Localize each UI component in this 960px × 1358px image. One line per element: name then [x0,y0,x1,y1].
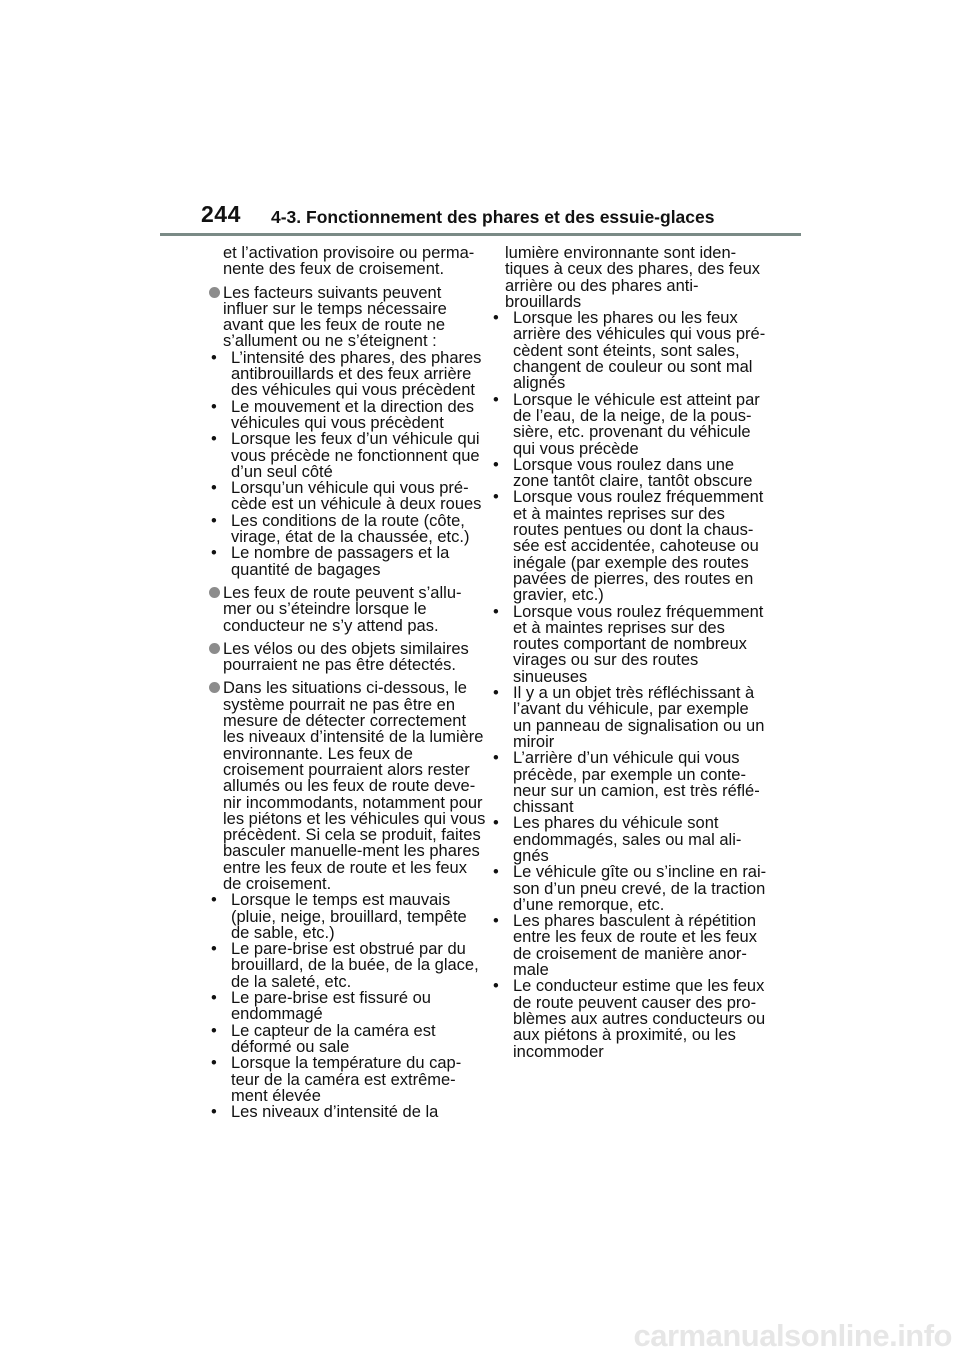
bullet-item [209,641,489,674]
sub-item-text: Le véhicule gîte ou s’incline en rai-son d’un pneu crevé, de la traction d’une remorque, etc. [513,863,767,914]
circle-bullet-icon [209,587,220,598]
sub-item [491,978,771,1059]
sub-item [209,941,489,990]
sub-item [209,545,489,578]
sub-item-text: Lorsque la température du cap-teur de la caméra est extrême-ment élevée [231,1054,462,1105]
bullet-marker: • [211,479,217,498]
sub-item-text: Les niveaux d’intensité de la [231,1103,439,1122]
bullet-marker: • [493,912,499,931]
bullet-text: Les feux de route peuvent s’allu-mer ou s’éteindre lorsque le conducteur ne s’y attend pas. [223,583,462,635]
sub-item [491,685,771,750]
sub-item-text: Le capteur de la caméra est déformé ou sale [231,1021,436,1056]
sub-item [491,489,771,603]
bullet-item [209,680,489,1120]
sub-item [209,1104,489,1120]
bullet-marker: • [493,863,499,882]
right-column [491,245,771,1060]
bullet-marker: • [493,455,499,474]
bullet-marker: • [493,390,499,409]
left-column [209,245,489,1127]
sub-item-text: Le pare-brise est obstrué par du brouillard, de la buée, de la glace, de la saleté, etc. [231,940,479,991]
sub-item-text: Les phares du véhicule sont endommagés, sales ou mal ali-gnés [513,814,742,865]
bullet-text: Les facteurs suivants peuvent influer sur le temps nécessaire avant que les feux de route ne s’allument ou ne s’éteignent : [223,283,447,351]
sub-item-text: L’intensité des phares, des phares antibrouillards et des feux arrière des véhicules qui vous précèdent [231,348,482,400]
sub-item-text: Le pare-brise est fissuré ou endommagé [231,989,431,1024]
circle-bullet-icon [209,682,220,693]
sub-item-text: Les conditions de la route (côte, virage, état de la chaussée, etc.) [231,511,470,547]
sub-list [209,350,489,578]
sub-item-text: Lorsqu’un véhicule qui vous pré-cède est un véhicule à deux roues [231,479,482,514]
sub-item [491,457,771,490]
sub-item [209,513,489,546]
watermark: carmanualsonline.info [633,1318,952,1353]
sub-item [209,892,489,941]
sub-item-text: Lorsque vous roulez dans une zone tantôt claire, tantôt obscure [513,455,753,491]
sub-item [209,350,489,399]
bullet-marker: • [493,749,499,768]
bullet-marker: • [211,544,217,563]
bullet-text: Dans les situations ci-dessous, le système pourrait ne pas être en mesure de détecter correctement les niveaux d’intensité de la lumière environnante. Les feux de croisement pourraient alors rester allumés ou les feux de route deve-nir incommodants, notamment pour les piétons et les véhicules qui vous précèdent. Si cela se produit, faites basculer manuelle-ment les phares entre les feux de route et les feux de croisement. [223,679,486,893]
bullet-list [209,285,489,1121]
bullet-marker: • [211,989,217,1008]
bullet-marker: • [493,309,499,328]
bullet-marker: • [211,1103,217,1122]
sub-item-text: Lorsque vous roulez fréquemment et à maintes reprises sur des routes pentues ou dont la chaus-sée est accidentée, cahoteuse ou inégale (par exemple des routes pavées de pierres, des routes en gravier, etc.) [513,488,764,605]
page-number: 244 [201,201,241,227]
sub-item [209,1023,489,1056]
sub-item-text: Lorsque vous roulez fréquemment et à maintes reprises sur des routes comportant de nombreux virages ou sur des routes sinueuses [513,602,764,686]
sub-item [491,750,771,815]
bullet-marker: • [211,397,217,416]
sub-item-text: Lorsque le véhicule est atteint par de l’eau, de la neige, de la pous-sière, etc. provenant du véhicule qui vous précède [513,390,760,458]
bullet-marker: • [211,511,217,530]
bullet-marker: • [493,602,499,621]
bullet-text: Les vélos ou des objets similaires pourraient ne pas être détectés. [223,639,469,675]
bullet-item [209,285,489,578]
bullet-marker: • [211,430,217,449]
sub-item [491,392,771,457]
bullet-marker: • [493,814,499,833]
continuation-text: et l’activation provisoire ou perma-nente des feux de croisement. [223,244,475,279]
sub-item [209,480,489,513]
header-rule [160,233,801,236]
sub-item [209,1055,489,1104]
sub-item [491,864,771,913]
circle-bullet-icon [209,287,220,298]
sub-item [491,310,771,391]
sub-item [491,815,771,864]
circle-bullet-icon [209,643,220,654]
section-title: 4-3. Fonctionnement des phares et des essuie-glaces [271,207,715,227]
bullet-marker: • [211,940,217,959]
bullet-marker: • [211,891,217,910]
sub-item [209,431,489,480]
sub-item [491,913,771,978]
sub-item-text: Lorsque les feux d’un véhicule qui vous précède ne fonctionnent que d’un seul côté [231,430,480,481]
sub-item-text: Les phares basculent à répétition entre les feux de route et les feux de croisement de manière anor-male [513,912,757,980]
sub-item-text: Le mouvement et la direction des véhicules qui vous précèdent [231,397,475,432]
bullet-item [209,585,489,634]
bullet-marker: • [211,1054,217,1073]
sub-item [491,604,771,685]
sub-item-text: Il y a un objet très réfléchissant à l’avant du véhicule, par exemple un panneau de signalisation ou un miroir [513,684,765,751]
sub-item-text: Le nombre de passagers et la quantité de bagages [231,544,450,579]
sub-item [209,990,489,1023]
sub-item-text: Lorsque les phares ou les feux arrière des véhicules qui vous pré-cèdent sont éteints, sont sales, changent de couleur ou sont mal alignés [513,309,766,393]
bullet-marker: • [211,348,217,367]
bullet-marker: • [493,488,499,507]
sub-item [209,399,489,432]
sub-item-text: Le conducteur estime que les feux de route peuvent causer des pro-blèmes aux autres conducteurs ou aux piétons à proximité, ou les incommoder [513,977,766,1061]
bullet-marker: • [493,684,499,703]
sub-item-text: Lorsque le temps est mauvais (pluie, neige, brouillard, tempête de sable, etc.) [231,891,467,942]
sub-list [209,892,489,1120]
sub-list [491,310,771,1060]
continuation-text: lumière environnante sont iden-tiques à ceux des phares, des feux arrière ou des phares anti-brouillards [505,244,760,311]
sub-item-text: L’arrière d’un véhicule qui vous précède, par exemple un conte-neur sur un camion, est très réflé-chissant [513,749,760,817]
bullet-marker: • [211,1021,217,1040]
bullet-marker: • [493,977,499,996]
